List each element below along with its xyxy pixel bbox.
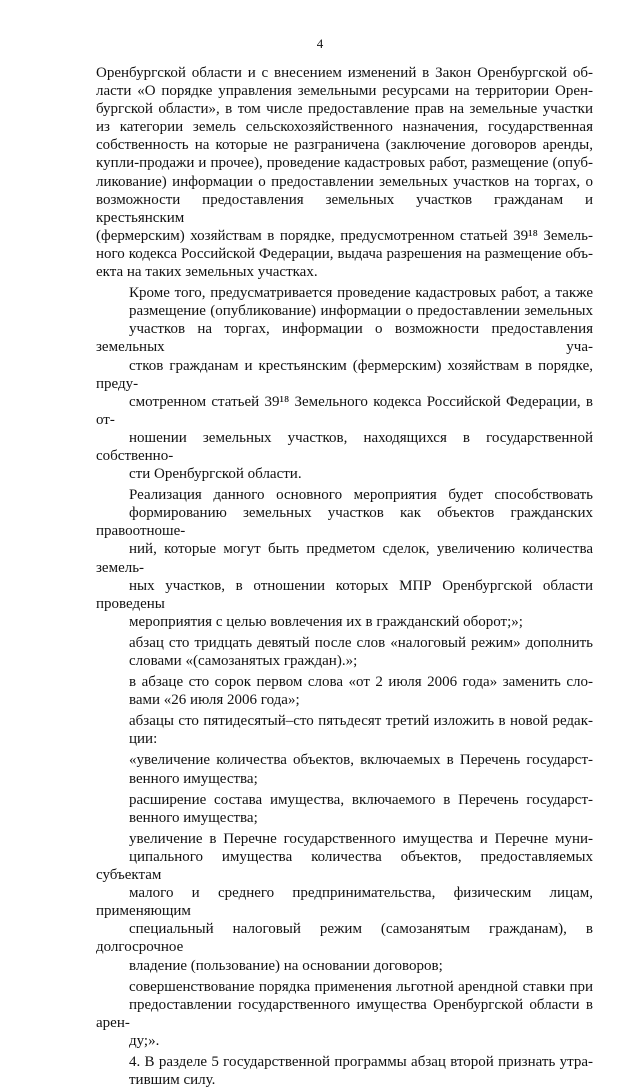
- text-line: ципального имущества количества объектов, предоставляемых субъектам: [96, 848, 593, 884]
- document-body: [96, 64, 593, 1089]
- text-line: ний, которые могут быть предметом сделок, увеличению количества земель-: [96, 541, 593, 576]
- text-line: возможности предоставления земельных участков гражданам и крестьянским: [96, 191, 593, 226]
- text-line: абзац сто тридцать девятый после слов «налоговый режим» дополнить: [129, 634, 593, 651]
- text-line: собственность на которые не разграничена (заключение договоров аренды,: [96, 137, 593, 154]
- text-line: ных участков, в отношении которых МПР Оренбургской области проведены: [96, 577, 593, 612]
- paragraph: [96, 978, 593, 1050]
- text-line: Кроме того, предусматривается проведение кадастровых работ, а также: [129, 285, 593, 302]
- text-line: 4. В разделе 5 государственной программы абзац второй признать утра-: [129, 1053, 593, 1070]
- text-line: абзацы сто пятидесятый–сто пятьдесят третий изложить в новой редак-: [129, 713, 593, 730]
- text-line: размещение (опубликование) информации о предоставлении земельных: [129, 303, 593, 320]
- text-line: вами «26 июля 2006 года»;: [129, 692, 300, 709]
- paragraph: [96, 673, 593, 709]
- text-line: из категории земель сельскохозяйственного назначения, государственная: [96, 119, 593, 136]
- page-number: 4: [316, 36, 324, 51]
- text-line: стков гражданам и крестьянским (фермерским) хозяйствам в порядке, преду-: [96, 357, 593, 392]
- paragraph: [96, 791, 593, 827]
- text-line: расширение состава имущества, включаемого в Перечень государст-: [129, 791, 593, 808]
- text-line: (фермерским) хозяйствам в порядке, предусмотренном статьей 39¹⁸ Земель-: [96, 227, 593, 244]
- text-line: тившим силу.: [129, 1072, 216, 1089]
- text-line: Оренбургской области и с внесением изменений в Закон Оренбургской об-: [96, 65, 593, 81]
- text-line: ликование) информации о предоставлении земельных участков на торгах, о: [96, 173, 593, 190]
- text-line: екта на таких земельных участках.: [96, 264, 318, 281]
- text-line: мероприятия с целью вовлечения их в гражданский оборот;»;: [129, 613, 523, 630]
- text-line: специальный налоговый режим (самозанятым гражданам), в долгосрочное: [96, 921, 593, 956]
- text-line: «увеличение количества объектов, включаемых в Перечень государст-: [129, 752, 593, 769]
- paragraph: [96, 830, 593, 975]
- text-line: ласти «О порядке управления земельными ресурсами на территории Орен-: [96, 83, 593, 100]
- text-line: бургской области», в том числе предоставление прав на земельные участки: [96, 101, 593, 118]
- paragraph: [96, 1053, 593, 1089]
- text-line: владение (пользование) на основании договоров;: [129, 957, 443, 974]
- text-line: венного имущества;: [129, 770, 258, 787]
- text-line: предоставлении государственного имущества Оренбургской области в арен-: [96, 996, 593, 1031]
- text-line: увеличение в Перечне государственного имущества и Перечне муни-: [129, 830, 593, 847]
- text-line: купли-продажи и прочее), проведение кадастровых работ, размещение (опуб-: [96, 155, 593, 172]
- text-line: ношении земельных участков, находящихся в государственной собственно-: [96, 429, 593, 464]
- text-line: словами «(самозанятых граждан).»;: [129, 653, 358, 669]
- text-line: сти Оренбургской области.: [129, 466, 302, 483]
- text-line: Реализация данного основного мероприятия будет способствовать: [129, 487, 593, 504]
- paragraph: [96, 712, 593, 748]
- paragraph: [96, 486, 593, 631]
- paragraph: [96, 64, 593, 281]
- text-line: участков на торгах, информации о возможности предоставления земельных уча-: [96, 321, 593, 356]
- text-line: ду;».: [129, 1032, 160, 1049]
- text-line: совершенствование порядка применения льготной арендной ставки при: [129, 978, 593, 995]
- text-line: ного кодекса Российской Федерации, выдача разрешения на размещение объ-: [96, 245, 593, 262]
- text-line: формированию земельных участков как объектов гражданских правоотноше-: [96, 505, 593, 540]
- paragraph: [96, 284, 593, 483]
- text-line: малого и среднего предпринимательства, физическим лицам, применяющим: [96, 885, 593, 920]
- paragraph: [96, 751, 593, 787]
- text-line: ции:: [129, 731, 158, 748]
- paragraph: [96, 634, 593, 670]
- text-line: в абзаце сто сорок первом слова «от 2 июля 2006 года» заменить сло-: [129, 674, 593, 691]
- text-line: венного имущества;: [129, 809, 258, 826]
- text-line: смотренном статьей 39¹⁸ Земельного кодекса Российской Федерации, в от-: [96, 393, 593, 428]
